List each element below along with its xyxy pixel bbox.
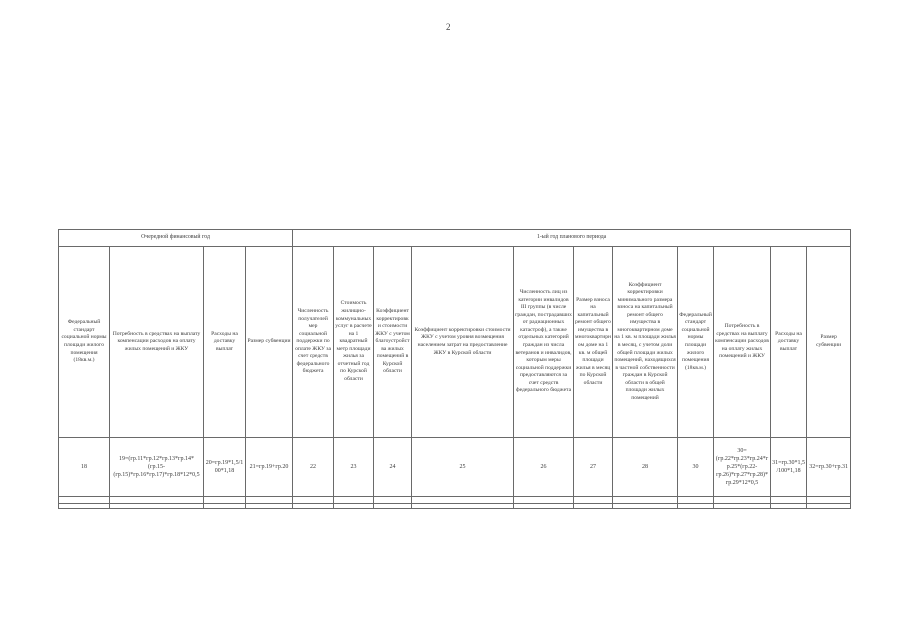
page-number: 2 xyxy=(446,22,451,32)
empty-row xyxy=(59,497,851,504)
empty-cell xyxy=(613,504,678,509)
empty-cell xyxy=(678,497,714,504)
formula-cell: 30 xyxy=(678,438,714,497)
empty-cell xyxy=(714,497,771,504)
empty-cell xyxy=(613,497,678,504)
group-header-current-year: Очередной финансовый год xyxy=(59,230,293,247)
column-header-row xyxy=(59,247,851,438)
empty-cell xyxy=(574,497,613,504)
empty-cell xyxy=(771,497,807,504)
column-header: Потребность в средствах на выплату компенсации расходов на оплату жилых помещений и ЖКУ xyxy=(714,247,771,438)
formula-cell: 30=(гр.22*гр.23*гр.24*гр.25*(гр.22-гр.26)*гр.27*гр.28)*гр.29*12*0,5 xyxy=(714,438,771,497)
empty-cell xyxy=(412,504,514,509)
formula-cell: 21=гр.19+гр.20 xyxy=(246,438,293,497)
empty-cell xyxy=(374,504,412,509)
empty-cell xyxy=(334,504,374,509)
formula-cell: 31=гр.30*1,5/100*1,18 xyxy=(771,438,807,497)
column-header: Размер субвенции xyxy=(246,247,293,438)
empty-cell xyxy=(374,497,412,504)
empty-cell xyxy=(110,497,204,504)
empty-cell xyxy=(110,504,204,509)
subvention-calculation-table xyxy=(58,229,851,509)
column-header: Стоимость жилищно-коммунальных услуг в расчете на 1 квадратный метр площади жилья за отчетный год по Курской области xyxy=(334,247,374,438)
column-header: Расходы на доставку выплат xyxy=(204,247,246,438)
empty-cell xyxy=(204,497,246,504)
empty-cell xyxy=(514,504,574,509)
group-header-planning-year: 1-ый год планового периода xyxy=(293,230,851,247)
column-header: Коэффициент корректировки стоимости ЖКУ с учетом благоустройства жилых помещений в Курской области xyxy=(374,247,412,438)
empty-cell xyxy=(293,497,334,504)
empty-cell xyxy=(246,497,293,504)
empty-cell xyxy=(59,497,110,504)
formula-cell: 22 xyxy=(293,438,334,497)
empty-cell xyxy=(204,504,246,509)
column-header: Численность лиц из категории инвалидов III группы (в числе граждан, пострадавших от радиационных катастроф), а также отдельных категорий граждан из числа ветеранов и инвалидов, которым меры социальной поддержки предоставляются за счет средств федерального бюджета xyxy=(514,247,574,438)
empty-cell xyxy=(412,497,514,504)
group-header-row xyxy=(59,230,851,247)
formula-cell: 19=(гр.11*гр.12*гр.13*гр.14*(гр.15-(гр.15)*гр.16*гр.17)*гр.18*12*0,5 xyxy=(110,438,204,497)
empty-cell xyxy=(246,504,293,509)
column-header: Размер субвенции xyxy=(807,247,851,438)
formula-cell: 25 xyxy=(412,438,514,497)
formula-cell: 24 xyxy=(374,438,412,497)
empty-cell xyxy=(678,504,714,509)
formula-cell: 18 xyxy=(59,438,110,497)
column-header: Коэффициент корректировки минимального размера взноса на капитальный ремонт общего имущества в многоквартирном доме на 1 кв. м площади жилья в месяц, с учетом доли общей площади жилых помещений, находящихся в частной собственности граждан в Курской области в общей площади жилых помещений xyxy=(613,247,678,438)
column-header: Численность получателей мер социальной поддержки по оплате ЖКУ за счет средств федерального бюджета xyxy=(293,247,334,438)
column-header: Федеральный стандарт социальной нормы площади жилого помещения (18кв.м.) xyxy=(59,247,110,438)
empty-cell xyxy=(574,504,613,509)
empty-cell xyxy=(807,504,851,509)
formula-cell: 23 xyxy=(334,438,374,497)
column-header: Размер взноса на капитальный ремонт общего имущества в многоквартирном доме на 1 кв. м общей площади жилья в месяц по Курской области xyxy=(574,247,613,438)
formula-cell: 32=гр.30+гр.31 xyxy=(807,438,851,497)
formula-cell: 20=гр.19*1,5/100*1,18 xyxy=(204,438,246,497)
empty-cell xyxy=(293,504,334,509)
column-header: Расходы на доставку выплат xyxy=(771,247,807,438)
formula-row xyxy=(59,438,851,497)
formula-cell: 27 xyxy=(574,438,613,497)
formula-cell: 26 xyxy=(514,438,574,497)
empty-row xyxy=(59,504,851,509)
column-header: Потребность в средствах на выплату компенсации расходов на оплату жилых помещений и ЖКУ xyxy=(110,247,204,438)
column-header: Коэффициент корректировки стоимости ЖКУ с учетом уровня возмещения населением затрат на предоставление ЖКУ в Курской области xyxy=(412,247,514,438)
formula-cell: 28 xyxy=(613,438,678,497)
column-header: Федеральный стандарт социальной нормы площади жилого помещения (18кв.м.) xyxy=(678,247,714,438)
empty-cell xyxy=(714,504,771,509)
empty-cell xyxy=(334,497,374,504)
empty-cell xyxy=(59,504,110,509)
empty-cell xyxy=(514,497,574,504)
empty-cell xyxy=(807,497,851,504)
empty-cell xyxy=(771,504,807,509)
